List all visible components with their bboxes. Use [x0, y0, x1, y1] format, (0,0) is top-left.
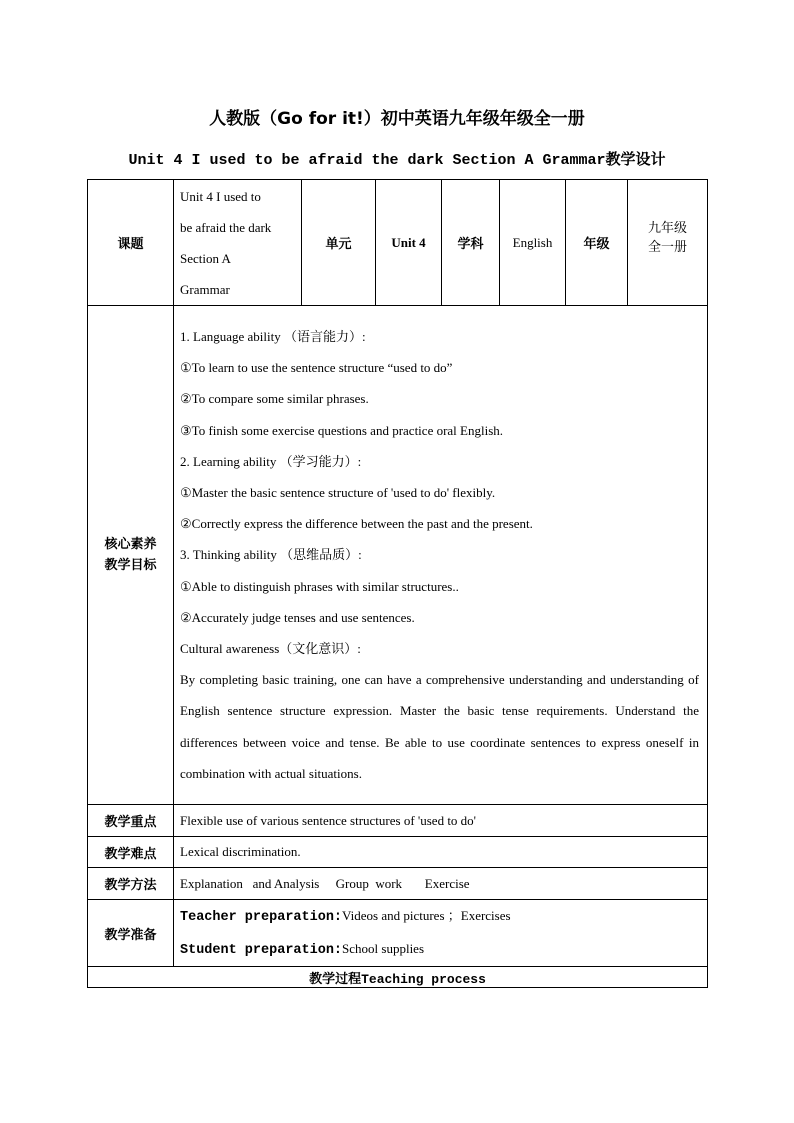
objective-line: 1. Language ability （语言能力）: — [180, 328, 366, 344]
process-row — [88, 967, 708, 988]
grade-value — [628, 180, 708, 306]
subtitle-chinese: 教学设计 — [605, 150, 666, 168]
objectives-label-line: 教学目标 — [104, 558, 157, 573]
process-label-cn: 教学过程 — [309, 971, 362, 987]
teacher-preparation-value: Videos and pictures ；Exercises — [342, 908, 511, 923]
grade-label: 年级 — [566, 180, 628, 306]
subject-value: English — [500, 180, 566, 306]
teaching-process-header — [88, 967, 708, 988]
methods-label: 教学方法 — [88, 868, 174, 900]
difficult-points-row — [88, 837, 708, 868]
difficult-points-value: Lexical discrimination. — [174, 837, 708, 868]
teacher-preparation-label: Teacher preparation: — [180, 910, 343, 925]
methods-value: Explanation and Analysis Group work Exercise — [174, 868, 708, 900]
topic-label: 课题 — [88, 180, 174, 306]
difficult-points-label: 教学难点 — [88, 837, 174, 868]
cultural-paragraph: By completing basic training, one can have a comprehensive understanding and understanding of English sentence structure expression. Master the basic tense requirements. Understand the differences between voice and tense. Be able to use coordinate sentences to express oneself in combination with actual situations. — [180, 672, 699, 781]
student-preparation-label: Student preparation: — [180, 943, 343, 958]
topic-value — [174, 180, 302, 306]
objective-line: ②Accurately judge tenses and use sentences. — [180, 609, 415, 625]
objective-line: ①To learn to use the sentence structure “used to do” — [180, 360, 453, 376]
grade-value-line: 全一册 — [647, 239, 687, 255]
topic-line: be afraid the dark — [180, 219, 272, 235]
info-row — [88, 180, 708, 306]
topic-line: Section A — [180, 250, 231, 266]
objectives-row — [88, 306, 708, 805]
objectives-content — [174, 306, 708, 805]
objective-line: ②Correctly express the difference between the past and the present. — [180, 516, 533, 532]
objective-line: Cultural awareness（文化意识）: — [180, 641, 361, 656]
grade-value-line: 九年级 — [647, 220, 687, 236]
student-preparation-value: School supplies — [342, 941, 425, 956]
key-points-value: Flexible use of various sentence structures of 'used to do' — [174, 805, 708, 837]
key-points-row — [88, 805, 708, 837]
objective-line: 3. Thinking ability （思维品质）: — [180, 547, 362, 563]
preparation-row — [88, 900, 708, 967]
subject-label: 学科 — [442, 180, 500, 306]
unit-label: 单元 — [302, 180, 376, 306]
topic-line: Unit 4 I used to — [180, 188, 261, 204]
document-subtitle — [0, 148, 794, 169]
subtitle-english: Unit 4 I used to be afraid the dark Section A Grammar — [128, 152, 606, 169]
teacher-preparation — [180, 900, 701, 933]
preparation-value — [174, 900, 708, 967]
process-label-en: Teaching process — [361, 971, 486, 987]
preparation-label: 教学准备 — [88, 900, 174, 967]
objective-line: ②To compare some similar phrases. — [180, 391, 369, 407]
objective-line: ③To finish some exercise questions and practice oral English. — [180, 422, 504, 438]
unit-value: Unit 4 — [376, 180, 442, 306]
objective-line: 2. Learning ability （学习能力）: — [180, 453, 362, 469]
lesson-plan-table — [87, 179, 708, 988]
student-preparation — [180, 933, 701, 966]
topic-line: Grammar — [180, 281, 230, 297]
objective-line: ①Master the basic sentence structure of 'used to do' flexibly. — [180, 484, 496, 500]
document-title: 人教版（Go for it!）初中英语九年级年级全一册 — [209, 109, 585, 129]
objective-line: ①Able to distinguish phrases with similar structures.. — [180, 578, 459, 594]
objectives-label — [88, 306, 174, 805]
objectives-label-line: 核心素养 — [104, 537, 157, 552]
methods-row — [88, 868, 708, 900]
key-points-label: 教学重点 — [88, 805, 174, 837]
